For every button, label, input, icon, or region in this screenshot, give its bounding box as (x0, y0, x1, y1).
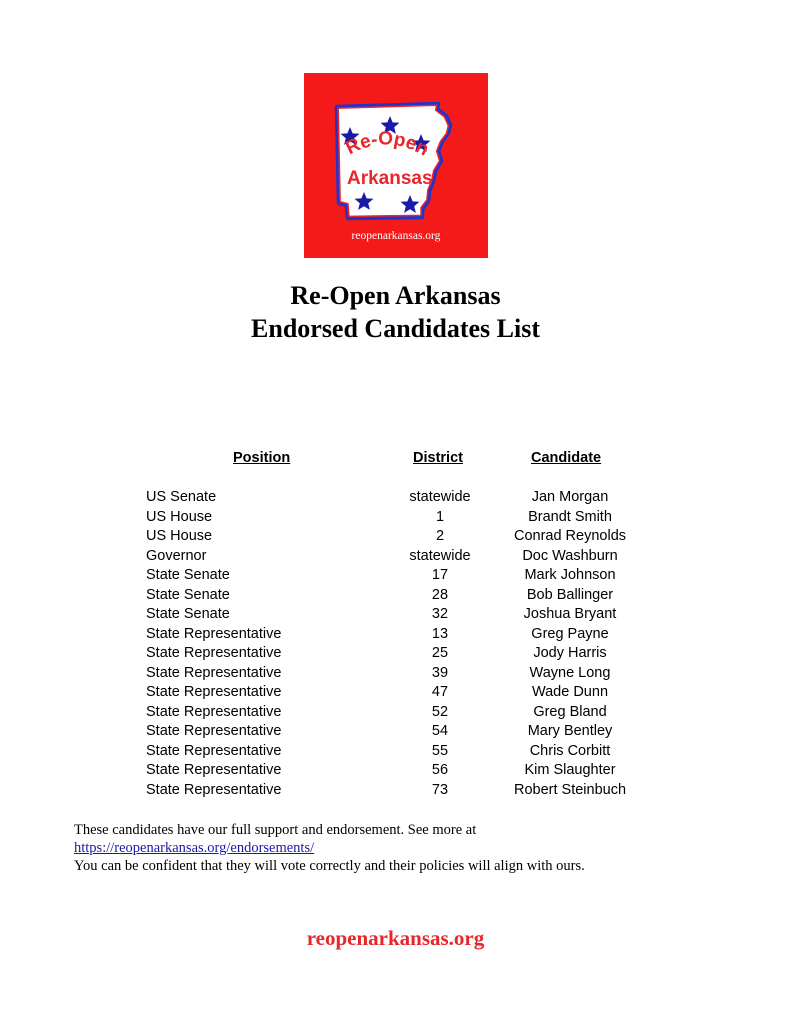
table-row (0, 488, 791, 508)
table-row (0, 722, 791, 742)
district-cell: 17 (431, 567, 449, 583)
district-cell: 1 (435, 508, 445, 525)
page-subtitle: Endorsed Candidates List (251, 314, 540, 343)
table-row (0, 703, 791, 723)
candidate-cell: Brandt Smith (528, 508, 612, 525)
note-line3: You can be confident that they will vote correctly and their policies will align with ours. (74, 858, 585, 874)
district-cell: 52 (431, 703, 449, 720)
district-cell: 47 (431, 684, 449, 700)
candidate-cell: Mark Johnson (524, 567, 616, 583)
table-row (0, 664, 791, 684)
table-row (0, 644, 791, 664)
candidate-cell: Jody Harris (533, 645, 607, 661)
position-cell: State Representative (146, 723, 282, 739)
table-row (0, 547, 791, 567)
table-row (0, 566, 791, 586)
district-cell: 55 (431, 742, 449, 759)
position-cell: State Representative (146, 762, 282, 778)
candidate-cell: Jan Morgan (531, 489, 609, 505)
table-row (0, 605, 791, 625)
candidate-cell: Robert Steinbuch (513, 781, 627, 798)
candidate-cell: Doc Washburn (522, 547, 618, 564)
district-cell: 32 (431, 606, 449, 622)
district-cell: statewide (409, 547, 471, 564)
candidate-cell: Greg Payne (531, 625, 609, 642)
district-cell: 28 (431, 586, 449, 603)
candidate-cell: Kim Slaughter (524, 762, 616, 778)
table-row (0, 586, 791, 606)
column-header-position: Position (233, 450, 291, 466)
position-cell: State Representative (146, 742, 282, 759)
table-row (0, 781, 791, 801)
candidate-cell: Bob Ballinger (526, 586, 614, 603)
position-cell: State Senate (146, 567, 230, 583)
position-cell: US Senate (146, 489, 217, 505)
position-cell: State Senate (146, 606, 230, 622)
column-header-district: District (413, 450, 463, 466)
position-cell: State Representative (146, 645, 282, 661)
candidate-cell: Greg Bland (533, 703, 607, 720)
logo-line1: Re-Open (342, 128, 433, 161)
endorsement-note (74, 821, 734, 875)
position-cell: Governor (146, 547, 207, 564)
position-cell: State Representative (146, 625, 282, 642)
district-cell: 39 (431, 664, 449, 681)
candidate-cell: Wayne Long (529, 664, 611, 681)
table-row (0, 508, 791, 528)
logo (304, 73, 488, 258)
note-line1: These candidates have our full support and endorsement. See more at (74, 822, 477, 838)
logo-line2: Arkansas (347, 168, 433, 189)
endorsements-link[interactable]: https://reopenarkansas.org/endorsements/ (74, 840, 315, 856)
district-cell: 13 (431, 625, 449, 642)
position-cell: State Representative (146, 664, 282, 681)
logo-url: reopenarkansas.org (351, 230, 441, 242)
candidate-cell: Joshua Bryant (523, 606, 617, 622)
table-row (0, 625, 791, 645)
table-row (0, 527, 791, 547)
position-cell: State Senate (146, 586, 230, 603)
position-cell: State Representative (146, 703, 282, 720)
position-cell: US House (146, 528, 213, 544)
table-row (0, 683, 791, 703)
position-cell: US House (146, 508, 213, 525)
footer-url: reopenarkansas.org (306, 926, 485, 950)
district-cell: 56 (431, 762, 449, 778)
page-title: Re-Open Arkansas (290, 281, 501, 310)
district-cell: 25 (431, 645, 449, 661)
candidate-table (0, 488, 791, 800)
position-cell: State Representative (146, 684, 282, 700)
table-row (0, 761, 791, 781)
column-header-candidate: Candidate (531, 450, 602, 466)
district-cell: 54 (431, 723, 449, 739)
table-row (0, 742, 791, 762)
district-cell: 2 (435, 528, 445, 544)
candidate-cell: Chris Corbitt (529, 742, 611, 759)
candidate-cell: Wade Dunn (531, 684, 609, 700)
candidate-cell: Mary Bentley (527, 723, 613, 739)
district-cell: 73 (431, 781, 449, 798)
candidate-cell: Conrad Reynolds (513, 528, 627, 544)
position-cell: State Representative (146, 781, 282, 798)
district-cell: statewide (409, 489, 471, 505)
